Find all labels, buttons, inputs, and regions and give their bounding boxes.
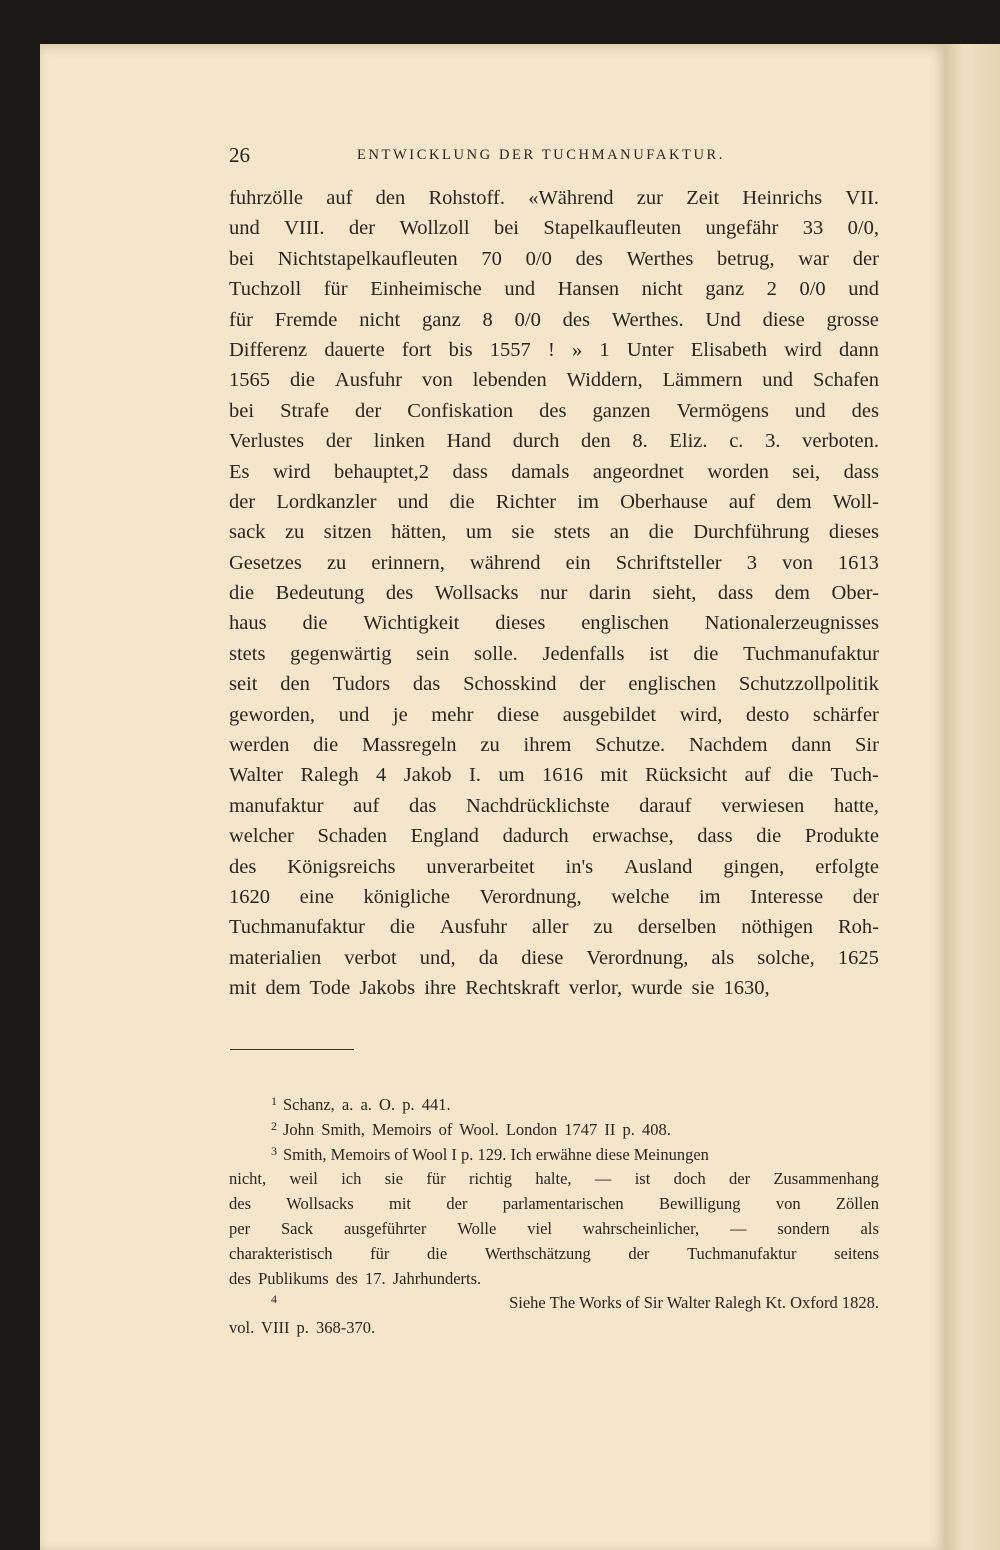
text-line: Tuchzoll für Einheimische und Hansen nicht ganz 2 0/0 und: [229, 278, 879, 301]
footnote-text-line: des Wollsacks mit der parlamentarischen Bewilligung von Zöllen: [229, 1194, 879, 1214]
text-line: bei Strafe der Confiskation des ganzen Vermögens und des: [229, 399, 879, 422]
text-line: seit den Tudors das Schosskind der englischen Schutzzollpolitik: [229, 673, 879, 696]
footnote-text: Schanz, a. a. O. p. 441.: [283, 1095, 451, 1114]
body-text: [229, 183, 879, 1004]
text-line: sack zu sitzen hätten, um sie stets an die Durchführung dieses: [229, 521, 879, 544]
footnote-number: 3: [271, 1143, 277, 1158]
text-line: des Königsreichs unverarbeitet in's Ausland gingen, erfolgte: [229, 855, 879, 878]
footnote-separator: [230, 1049, 354, 1050]
text-line: manufaktur auf das Nachdrücklichste darauf verwiesen hatte,: [229, 794, 879, 817]
text-line: Differenz dauerte fort bis 1557 ! » 1 Unter Elisabeth wird dann: [229, 338, 879, 361]
text-line: bei Nichtstapelkaufleuten 70 0/0 des Werthes betrug, war der: [229, 247, 879, 270]
text-line: 1565 die Ausfuhr von lebenden Widdern, Lämmern und Schafen: [229, 369, 879, 392]
text-line: und VIII. der Wollzoll bei Stapelkaufleuten ungefähr 33 0/0,: [229, 217, 879, 240]
footnote-text-line: nicht, weil ich sie für richtig halte, — ist doch der Zusammenhang: [229, 1169, 879, 1189]
footnote-text-line: charakteristisch für die Werthschätzung der Tuchmanufaktur seitens: [229, 1243, 879, 1263]
footnote-1: [229, 1093, 879, 1118]
footnote-number: 1: [271, 1094, 277, 1108]
footnote-text: Siehe The Works of Sir Walter Ralegh Kt. Oxford 1828.: [509, 1293, 879, 1313]
footnote-text: vol. VIII p. 368-370.: [229, 1318, 376, 1338]
text-line: für Fremde nicht ganz 8 0/0 des Werthes. Und diese grosse: [229, 308, 879, 331]
text-line: stets gegenwärtig sein solle. Jedenfalls ist die Tuchmanufaktur: [229, 642, 879, 665]
footnote-text-line: per Sack ausgeführter Wolle viel wahrscheinlicher, — sondern als: [229, 1218, 879, 1238]
text-line: Es wird behauptet,2 dass damals angeordnet worden sei, dass: [229, 460, 879, 483]
text-line: Gesetzes zu erinnern, während ein Schriftsteller 3 von 1613: [229, 551, 879, 574]
footnote-2: [229, 1118, 879, 1143]
footnote-3-first-line: [229, 1143, 879, 1168]
page-header: [229, 140, 879, 170]
text-line: mit dem Tode Jakobs ihre Rechtskraft verlor, wurde sie 1630,: [229, 977, 770, 1000]
text-line: Verlustes der linken Hand durch den 8. Eliz. c. 3. verboten.: [229, 430, 879, 453]
text-line: werden die Massregeln zu ihrem Schutze. Nachdem dann Sir: [229, 734, 879, 757]
text-line: geworden, und je mehr diese ausgebildet wird, desto schärfer: [229, 703, 879, 726]
footnote-number: 2: [271, 1118, 277, 1133]
text-line: welcher Schaden England dadurch erwachse, dass die Produkte: [229, 825, 879, 848]
page-number: 26: [229, 143, 250, 167]
text-line: materialien verbot und, da diese Verordnung, als solche, 1625: [229, 946, 879, 969]
footnote-4-last-line: [229, 1316, 879, 1341]
footnotes: [229, 1093, 879, 1341]
text-line: fuhrzölle auf den Rohstoff. «Während zur Zeit Heinrichs VII.: [229, 187, 879, 209]
text-line: Walter Ralegh 4 Jakob I. um 1616 mit Rücksicht auf die Tuch-: [229, 764, 879, 787]
text-line: der Lordkanzler und die Richter im Oberhause auf dem Woll-: [229, 490, 879, 513]
text-line: 1620 eine königliche Verordnung, welche im Interesse der: [229, 885, 879, 908]
footnote-text: Smith, Memoirs of Wool I p. 129. Ich erwähne diese Meinungen: [283, 1144, 709, 1164]
footnote-3-continuation: [229, 1167, 879, 1291]
text-line: Tuchmanufaktur die Ausfuhr aller zu derselben nöthigen Roh-: [229, 916, 879, 939]
footnote-text: John Smith, Memoirs of Wool. London 1747 II p. 408.: [283, 1119, 671, 1139]
text-line: die Bedeutung des Wollsacks nur darin sieht, dass dem Ober-: [229, 582, 879, 605]
footnote-4-first-line: [229, 1291, 879, 1316]
facing-page-edge: [945, 44, 1000, 1550]
footnote-text-line: des Publikums des 17. Jahrhunderts.: [229, 1268, 482, 1288]
running-title: ENTWICKLUNG DER TUCHMANUFAKTUR.: [357, 147, 726, 163]
text-line: haus die Wichtigkeit dieses englischen Nationalerzeugnisses: [229, 612, 879, 635]
footnote-number: 4: [271, 1292, 277, 1307]
